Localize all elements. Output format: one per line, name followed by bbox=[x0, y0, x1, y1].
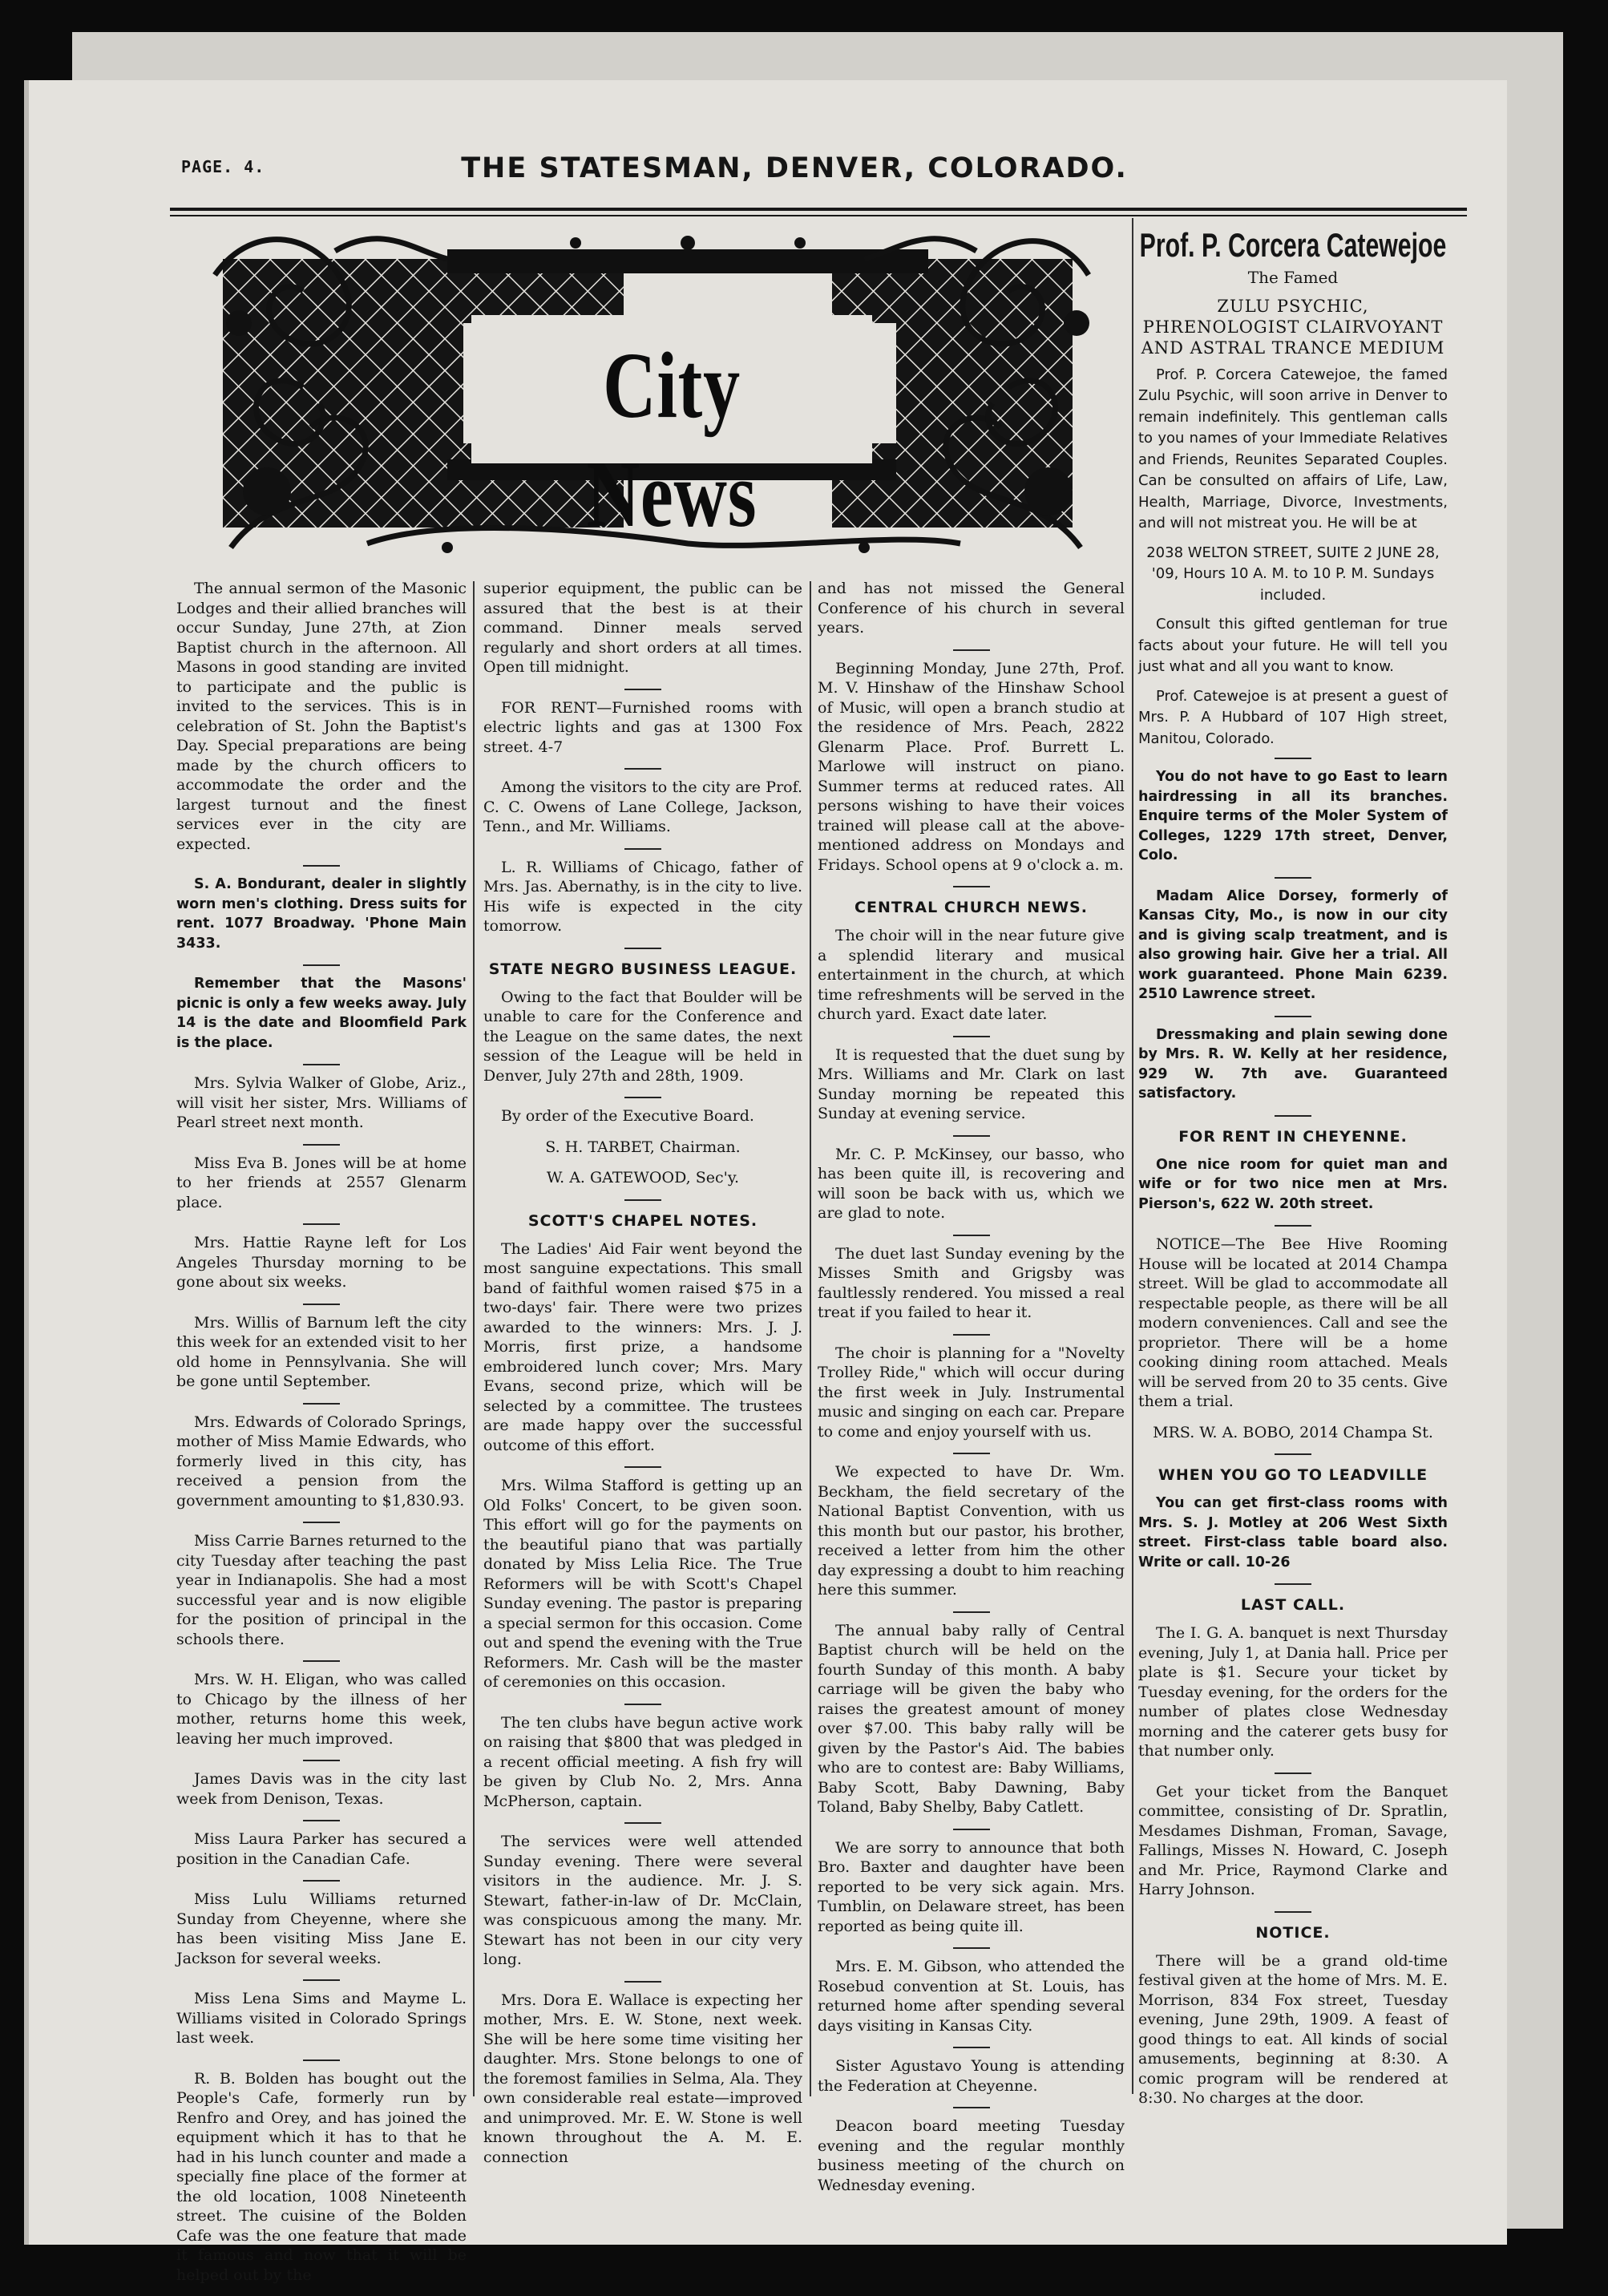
section-heading: FOR RENT IN CHEYENNE. bbox=[1178, 1127, 1408, 1146]
news-item: The choir is planning for a "Novelty Trolley Ride," which will occur during the first week in July. Instrumental music and singing on each car. Prepare to come and enjoy yourself with us. bbox=[818, 1344, 1125, 1441]
separator bbox=[303, 1403, 340, 1405]
separator bbox=[624, 1466, 661, 1468]
news-item: Mrs. Sylvia Walker of Globe, Ariz., will visit her sister, Mrs. Williams of Pearl street next month. bbox=[176, 1074, 467, 1131]
separator bbox=[303, 1064, 340, 1065]
news-item: The annual sermon of the Masonic Lodges and their allied branches will occur Sunday, June 27th, at Zion Baptist church in the afternoon. All Masons in good standing are invited to participate and the public is invited to the services. This is in celebration of St. John the Baptist's Day. Special preparations are being made by the church officers to accommodate the order and the largest turnout and the finest services ever in the city are expected. bbox=[176, 580, 467, 853]
signature: W. A. GATEWOOD, Sec'y. bbox=[546, 1169, 740, 1186]
separator bbox=[303, 964, 340, 966]
news-item: Dressmaking and plain sewing done by Mrs. R. W. Kelly at her residence, 929 W. 7th ave. Guaranteed satisfactory. bbox=[1138, 1026, 1448, 1102]
separator bbox=[953, 1036, 990, 1037]
header-rule-thin bbox=[170, 215, 1467, 216]
news-item: The services were well attended Sunday evening. There were several visitors in the audience. Mr. J. S. Stewart, father-in-law of Dr. McClain, was conspicuous among the many. Mr. Stewart has not been in our city very long. bbox=[483, 1833, 802, 1968]
signature: MRS. W. A. BOBO, 2014 Champa St. bbox=[1153, 1423, 1433, 1441]
section-heading: WHEN YOU GO TO LEADVILLE bbox=[1158, 1466, 1428, 1484]
column-rule bbox=[810, 581, 811, 2096]
news-item: Madam Alice Dorsey, formerly of Kansas City, Mo., is now in our city and is giving scalp treatment, and is also growing hair. Give her a trial. All work guaranteed. Phone Main 6239. 2510 Lawrence street. bbox=[1138, 887, 1448, 1002]
news-item: One nice room for quiet man and wife or for two nice men at Mrs. Pierson's, 622 W. 20th street. bbox=[1138, 1156, 1448, 1212]
news-item: S. A. Bondurant, dealer in slightly worn men's clothing. Dress suits for rent. 1077 Broadway. 'Phone Main 3433. bbox=[176, 876, 467, 952]
news-item: Mrs. E. M. Gibson, who attended the Rosebud convention at St. Louis, has returned home after spending several days visiting in Kansas City. bbox=[818, 1958, 1125, 2035]
news-item: Mrs. Dora E. Wallace is expecting her mother, Mrs. E. W. Stone, next week. She will be here some time visiting her daughter. Mrs. Stone belongs to one of the foremost families in Selma, Ala. They own considerable real estate—improved and unimproved. Mr. E. W. Stone is well known throughout the A. M. E. connection bbox=[483, 1991, 802, 2166]
separator bbox=[1275, 1453, 1311, 1455]
section-heading: LAST CALL. bbox=[1240, 1596, 1346, 1614]
separator bbox=[303, 1820, 340, 1821]
news-item: The ten clubs have begun active work on raising that $800 that was pledged in a recent official meeting. A fish fry will be given by Club No. 2, Mrs. Anna McPherson, captain. bbox=[483, 1713, 802, 1810]
ad-address: 2038 WELTON STREET, SUITE 2 JUNE 28, '09, Hours 10 A. M. to 10 P. M. Sundays included. bbox=[1146, 544, 1440, 604]
ad-headline: Prof. P. Corcera Catewejoe bbox=[1139, 226, 1447, 264]
separator bbox=[624, 768, 661, 770]
news-item: The choir will in the near future give a splendid literary and musical entertainment in the church, at which time refreshments will be served in the church yard. Exact date later. bbox=[818, 927, 1125, 1023]
separator bbox=[953, 1334, 990, 1336]
news-item: Miss Lena Sims and Mayme L. Williams visited in Colorado Springs last week. bbox=[176, 1990, 467, 2047]
separator bbox=[303, 1304, 340, 1305]
news-item: Owing to the fact that Boulder will be unable to care for the Conference and the League on the same dates, the next session of the League will be held in Denver, July 27th and 28th, 1909. bbox=[483, 988, 802, 1085]
separator bbox=[303, 1979, 340, 1981]
news-item: There will be a grand old-time festival given at the home of Mrs. M. E. Morrison, 834 Fox street, Tuesday evening, June 29th, 1909. A feast of good things to eat. All kinds of social amusements, beginning at 8:30. A comic program will be rendered at 8:30. No charges at the door. bbox=[1138, 1951, 1448, 2107]
news-item: We expected to have Dr. Wm. Beckham, the field secretary of the National Baptist Convention, with us this month but our pastor, his brother, received a letter from him the other day expressing a doubt to him reaching here this summer. bbox=[818, 1463, 1125, 1599]
ad-paragraph: Prof. Catewejoe is at present a guest of Mrs. P. A Hubbard of 107 High street, Manitou, Colorado. bbox=[1138, 687, 1448, 747]
news-item: You can get first-class rooms with Mrs. S. J. Motley at 206 West Sixth street. First-class table board also. Write or call. 10-26 bbox=[1138, 1495, 1448, 1570]
separator bbox=[953, 1611, 990, 1613]
news-item: Remember that the Masons' picnic is only a few weeks away. July 14 is the date and Bloomfield Park is the place. bbox=[176, 976, 467, 1051]
news-item: Miss Laura Parker has secured a position in the Canadian Cafe. bbox=[176, 1830, 467, 1868]
separator bbox=[303, 1880, 340, 1882]
news-item: The duet last Sunday evening by the Misses Smith and Grigsby was faultlessly rendered. You missed a real treat if you failed to hear it. bbox=[818, 1244, 1125, 1321]
news-item: James Davis was in the city last week from Denison, Texas. bbox=[176, 1770, 467, 1808]
header-rule bbox=[170, 208, 1467, 211]
ad-body bbox=[1138, 365, 1448, 750]
separator bbox=[1275, 1016, 1311, 1017]
separator bbox=[624, 1199, 661, 1201]
news-item: You do not have to go East to learn hairdressing in all its branches. Enquire terms of the Moler System of Colleges, 1229 17th street, Denver, Colo. bbox=[1138, 769, 1448, 863]
separator bbox=[1275, 1225, 1311, 1227]
separator bbox=[624, 1704, 661, 1705]
separator bbox=[1275, 1115, 1311, 1117]
separator bbox=[1275, 877, 1311, 879]
separator bbox=[624, 948, 661, 949]
section-heading: NOTICE. bbox=[1255, 1923, 1331, 1942]
ad-famed: The Famed bbox=[1247, 268, 1339, 287]
news-item: Get your ticket from the Banquet committee, consisting of Dr. Spratlin, Mesdames Dishman, Froman, Savage, Fallings, Misses N. Howard, C. Joseph and Mr. Price, Raymond Clarke and Harry Johnson. bbox=[1138, 1782, 1448, 1898]
news-item: Among the visitors to the city are Prof. C. C. Owens of Lane College, Jackson, Tenn., and Mr. Williams. bbox=[483, 778, 802, 835]
news-item: Beginning Monday, June 27th, Prof. M. V. Hinshaw of the Hinshaw School of Music, will open a branch studio at the residence of Mrs. Peach, 2822 Glenarm Place. Prof. Burrett L. Marlowe will instruct on piano. Summer terms at reduced rates. All persons wishing to have their voices trained will please call at the above-mentioned address on Mondays and Fridays. School opens at 9 o'clock a. m. bbox=[818, 659, 1125, 874]
column-1 bbox=[176, 579, 467, 2296]
news-item: superior equipment, the public can be assured that the best is at their command. Dinner meals served regularly and short orders at all times. Open till midnight. bbox=[483, 580, 802, 676]
news-item: NOTICE—The Bee Hive Rooming House will be located at 2014 Champa street. Will be glad to accommodate all respectable people, as there will be all modern conveniences. Call and see the proprietor. There will be a home cooking dining room attached. Meals will be served from 20 to 35 cents. Give them a trial. bbox=[1138, 1235, 1448, 1410]
separator bbox=[624, 1981, 661, 1983]
column-rule bbox=[473, 581, 475, 2096]
page-header bbox=[157, 152, 1151, 184]
city-news-banner bbox=[207, 227, 1105, 564]
news-item: By order of the Executive Board. bbox=[501, 1107, 754, 1125]
news-item: Sister Agustavo Young is attending the Federation at Cheyenne. bbox=[818, 2057, 1125, 2095]
separator bbox=[303, 2060, 340, 2061]
separator bbox=[953, 886, 990, 887]
news-item: and has not missed the General Conference of his church in several years. bbox=[818, 580, 1125, 637]
news-item: Mrs. Wilma Stafford is getting up an Old Folks' Concert, to be given soon. This effort will go for the payments on the beautiful piano that was partially donated by Miss Lelia Rice. The True Reformers will be with Scott's Chapel Sunday evening. The pastor is preparing a special sermon for this occasion. Come out and spend the evening with the True Reformers. Mr. Cash will be the master of ceremonies on this occasion. bbox=[483, 1477, 802, 1691]
separator bbox=[953, 2047, 990, 2048]
separator bbox=[303, 1144, 340, 1146]
masthead: THE STATESMAN, DENVER, COLORADO. bbox=[461, 152, 1128, 184]
news-item: The I. G. A. banquet is next Thursday evening, July 1, at Dania hall. Price per plate is $1. Secure your ticket by Tuesday evening, for the orders for the number of plates close Wednesday morning and the caterer gets busy for that number only. bbox=[1138, 1624, 1448, 1760]
column-2 bbox=[483, 579, 802, 2178]
news-item: R. B. Bolden has bought out the People's Cafe, formerly run by Renfro and Orey, and has joined the equipment which it has to that he had in his lunch counter and made a specially fine place of the former at the old location, 1008 Nineteenth street. The cuisine of the Bolden Cafe was the one feature that made it famous and now that it will be helped out by the bbox=[176, 2069, 467, 2284]
news-item: It is requested that the duet sung by Mrs. Williams and Mr. Clark on last Sunday morning be repeated this Sunday at evening service. bbox=[818, 1045, 1125, 1122]
news-item: L. R. Williams of Chicago, father of Mrs. Jas. Abernathy, is in the city to live. His wife is expected in the city tomorrow. bbox=[483, 858, 802, 935]
news-item: Mr. C. P. McKinsey, our basso, who has been quite ill, is recovering and will soon be back with us, which we are glad to note. bbox=[818, 1145, 1125, 1222]
section-heading: STATE NEGRO BUSINESS LEAGUE. bbox=[488, 960, 798, 978]
separator bbox=[953, 1947, 990, 1949]
news-item: The annual baby rally of Central Baptist church will be held on the fourth Sunday of this month. A baby carriage will be given the baby who raises the greatest amount of money over $7.00. This baby rally will be given by the Pastor's Aid. The babies who are to contest are: Baby Williams, Baby Scott, Baby Dawning, Baby Toland, Baby Shelby, Baby Catlett. bbox=[818, 1621, 1125, 1816]
column-4 bbox=[1138, 226, 1448, 2120]
signature: S. H. TARBET, Chairman. bbox=[545, 1138, 741, 1156]
separator bbox=[303, 1223, 340, 1225]
separator bbox=[953, 1135, 990, 1137]
news-item: We are sorry to announce that both Bro. Baxter and daughter have been reported to be very sick again. Mrs. Tumblin, on Delaware street, has been reported as being quite ill. bbox=[818, 1838, 1125, 1935]
separator bbox=[1275, 1773, 1311, 1774]
separator bbox=[953, 649, 990, 651]
separator bbox=[303, 1522, 340, 1523]
news-item: Mrs. Edwards of Colorado Springs, mother of Miss Mamie Edwards, who formerly lived in this city, has received a pension from the government amounting to $1,830.93. bbox=[176, 1413, 467, 1510]
separator bbox=[624, 689, 661, 690]
separator bbox=[303, 1760, 340, 1761]
separator bbox=[624, 848, 661, 850]
news-item: Mrs. Hattie Rayne left for Los Angeles Thursday morning to be gone about six weeks. bbox=[176, 1234, 467, 1291]
section-heading: SCOTT'S CHAPEL NOTES. bbox=[527, 1211, 758, 1230]
column-rule bbox=[1132, 218, 1133, 2094]
news-item: Miss Carrie Barnes returned to the city Tuesday after teaching the past year in Indianapolis. She had a most successful year and is now eligible for the position of principal in the schools there. bbox=[176, 1532, 467, 1648]
column-3 bbox=[818, 579, 1125, 2206]
news-item: Mrs. Willis of Barnum left the city this week for an extended visit to her old home in Pennsylvania. She will be gone until September. bbox=[176, 1313, 467, 1390]
separator bbox=[303, 1660, 340, 1662]
section-heading: CENTRAL CHURCH NEWS. bbox=[855, 899, 1088, 916]
news-item: FOR RENT—Furnished rooms with electric lights and gas at 1300 Fox street. 4-7 bbox=[483, 698, 802, 756]
news-item: The Ladies' Aid Fair went beyond the most sanguine expectations. This small band of faithful women raised $75 in a two-days' fair. There were two prizes awarded to the winners: Mrs. J. J. Morris, first prize, a handsome embroidered lunch cover; Mrs. Mary Evans, second prize, which will be selected by a committee. The trustees are made happy over the successful outcome of this effort. bbox=[483, 1239, 802, 1454]
separator bbox=[953, 1453, 990, 1454]
separator bbox=[1275, 758, 1311, 759]
separator bbox=[1275, 1583, 1311, 1585]
separator bbox=[303, 865, 340, 867]
column-4-items bbox=[1138, 767, 1448, 2108]
news-item: Miss Lulu Williams returned Sunday from Cheyenne, where she has been visiting Miss Jane E. Jackson for several weeks. bbox=[176, 1890, 467, 1967]
ad-subtitle: ZULU PSYCHIC, PHRENOLOGIST CLAIRVOYANT AND ASTRAL TRANCE MEDIUM bbox=[1141, 296, 1445, 358]
separator bbox=[624, 1097, 661, 1098]
separator bbox=[953, 2107, 990, 2108]
ad-paragraph: Prof. P. Corcera Catewejoe, the famed Zulu Psychic, will soon arrive in Denver to remain indefinitely. This gentleman calls to you names of your Immediate Relatives and Friends, Reunites Separated Couples. Can be consulted on affairs of Life, Law, Health, Marriage, Divorce, Investments, and will not mistreat you. He will be at bbox=[1138, 366, 1448, 532]
news-item: Miss Eva B. Jones will be at home to her friends at 2557 Glenarm place. bbox=[176, 1154, 467, 1211]
separator bbox=[953, 1829, 990, 1830]
news-item: Deacon board meeting Tuesday evening and the regular monthly business meeting of the church on Wednesday evening. bbox=[818, 2117, 1125, 2194]
separator bbox=[624, 1822, 661, 1824]
ad-paragraph: Consult this gifted gentleman for true facts about your future. He will tell you just what and all you want to know. bbox=[1138, 616, 1448, 675]
page-number: PAGE. 4. bbox=[181, 157, 265, 176]
banner-title: City News bbox=[586, 333, 758, 547]
news-item: Mrs. W. H. Eligan, who was called to Chicago by the illness of her mother, returns home this week, leaving her much improved. bbox=[176, 1671, 467, 1748]
separator bbox=[1275, 1911, 1311, 1913]
separator bbox=[953, 1235, 990, 1236]
